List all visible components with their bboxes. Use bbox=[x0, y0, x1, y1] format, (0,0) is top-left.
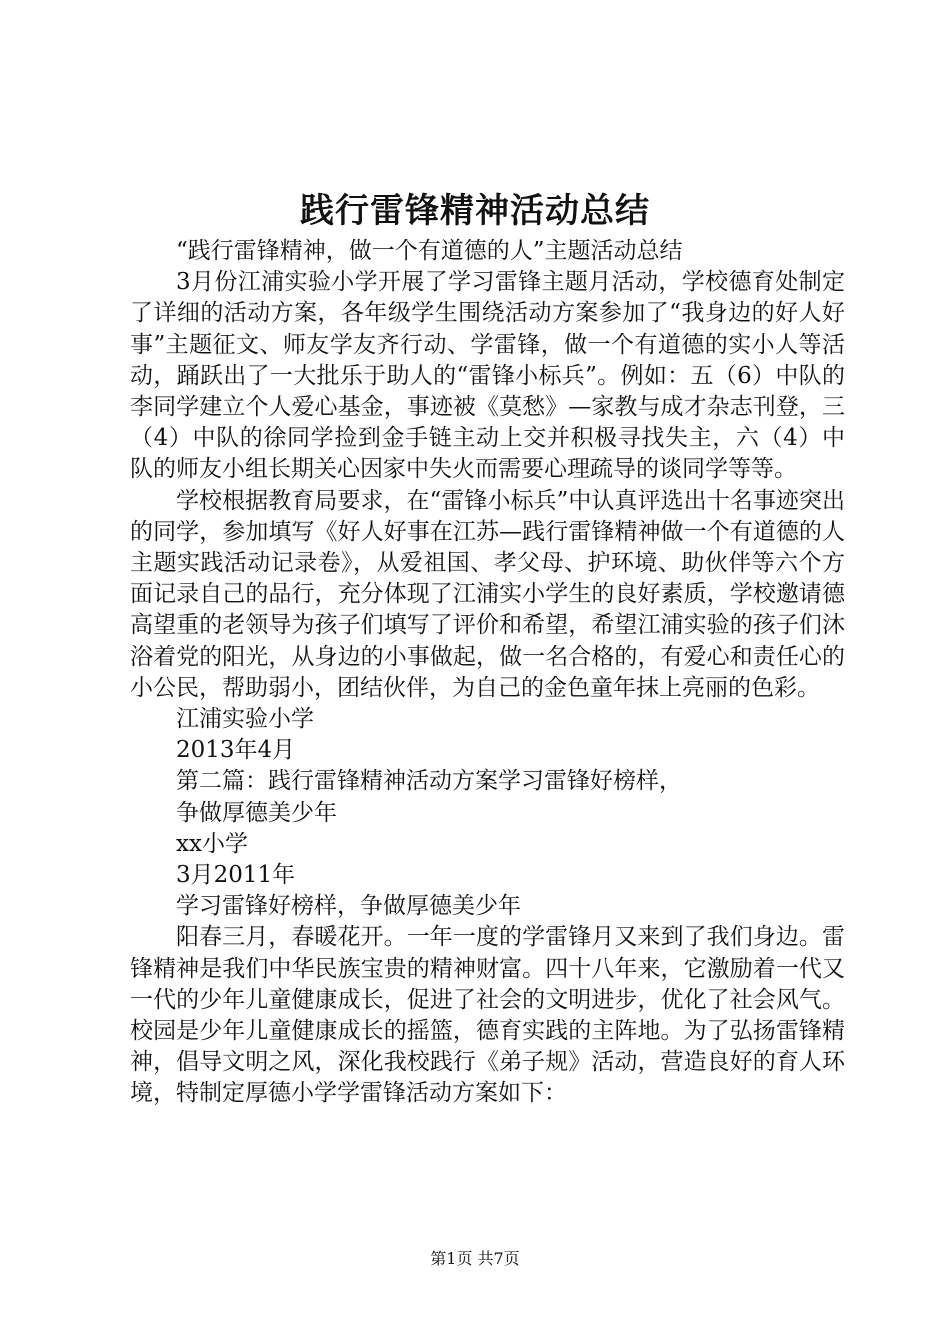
paragraph-2: 学校根据教育局要求，在“雷锋小标兵”中认真评选出十名事迹突出的同学，参加填写《好人好事在江苏—践行雷锋精神做一个有道德的人主题实践活动记录卷》，从爱祖国、孝父母、护环境、助伙伴等六个方面记录自己的品行，充分体现了江浦实小学生的良好素质，学校邀请德高望重的老领导为孩子们填写了评价和希望，希望江浦实验的孩子们沐浴着党的阳光，从身边的小事做起，做一名合格的，有爱心和责任心的小公民，帮助弱小，团结伙伴，为自己的金色童年抹上亮丽的色彩。 bbox=[130, 487, 845, 701]
paragraph-3: 阳春三月，春暖花开。一年一度的学雷锋月又来到了我们身边。雷锋精神是我们中华民族宝贵的精神财富。四十八年来，它激励着一代又一代的少年儿童健康成长，促进了社会的文明进步，优化了社会风气。校园是少年儿童健康成长的摇篮，德育实践的主阵地。为了弘扬雷锋精神，倡导文明之风，深化我校践行《弟子规》活动，营造良好的育人环境，特制定厚德小学学雷锋活动方案如下： bbox=[130, 924, 845, 1107]
section-heading-cont: 争做厚德美少年 bbox=[176, 799, 337, 826]
date-line: 2013年4月 bbox=[176, 737, 296, 764]
page-title: 践行雷锋精神活动总结 bbox=[300, 191, 650, 231]
plan-title: 学习雷锋好榜样，争做厚德美少年 bbox=[176, 893, 521, 920]
school-name-2: xx小学 bbox=[176, 830, 248, 857]
date-line-2: 3月2011年 bbox=[176, 862, 296, 889]
document-body bbox=[130, 236, 845, 1110]
paragraph-subtitle: “践行雷锋精神，做一个有道德的人”主题活动总结 bbox=[176, 238, 683, 264]
school-name: 江浦实验小学 bbox=[176, 706, 314, 733]
paragraph-1: 3月份江浦实验小学开展了学习雷锋主题月活动，学校德育处制定了详细的活动方案，各年级学生围绕活动方案参加了“我身边的好人好事”主题征文、师友学友齐行动、学雷锋，做一个有道德的实小人等活动，踊跃出了一大批乐于助人的“雷锋小标兵”。例如：五（6）中队的李同学建立个人爱心基金，事迹被《莫愁》—家教与成才杂志刊登，三（4）中队的徐同学捡到金手链主动上交并积极寻找失主，六（4）中队的师友小组长期关心因家中失火而需要心理疏导的谈同学等等。 bbox=[130, 269, 845, 483]
page-footer: 第1页 共7页 bbox=[430, 1249, 520, 1268]
section-heading: 第二篇：践行雷锋精神活动方案学习雷锋好榜样， bbox=[176, 768, 682, 795]
